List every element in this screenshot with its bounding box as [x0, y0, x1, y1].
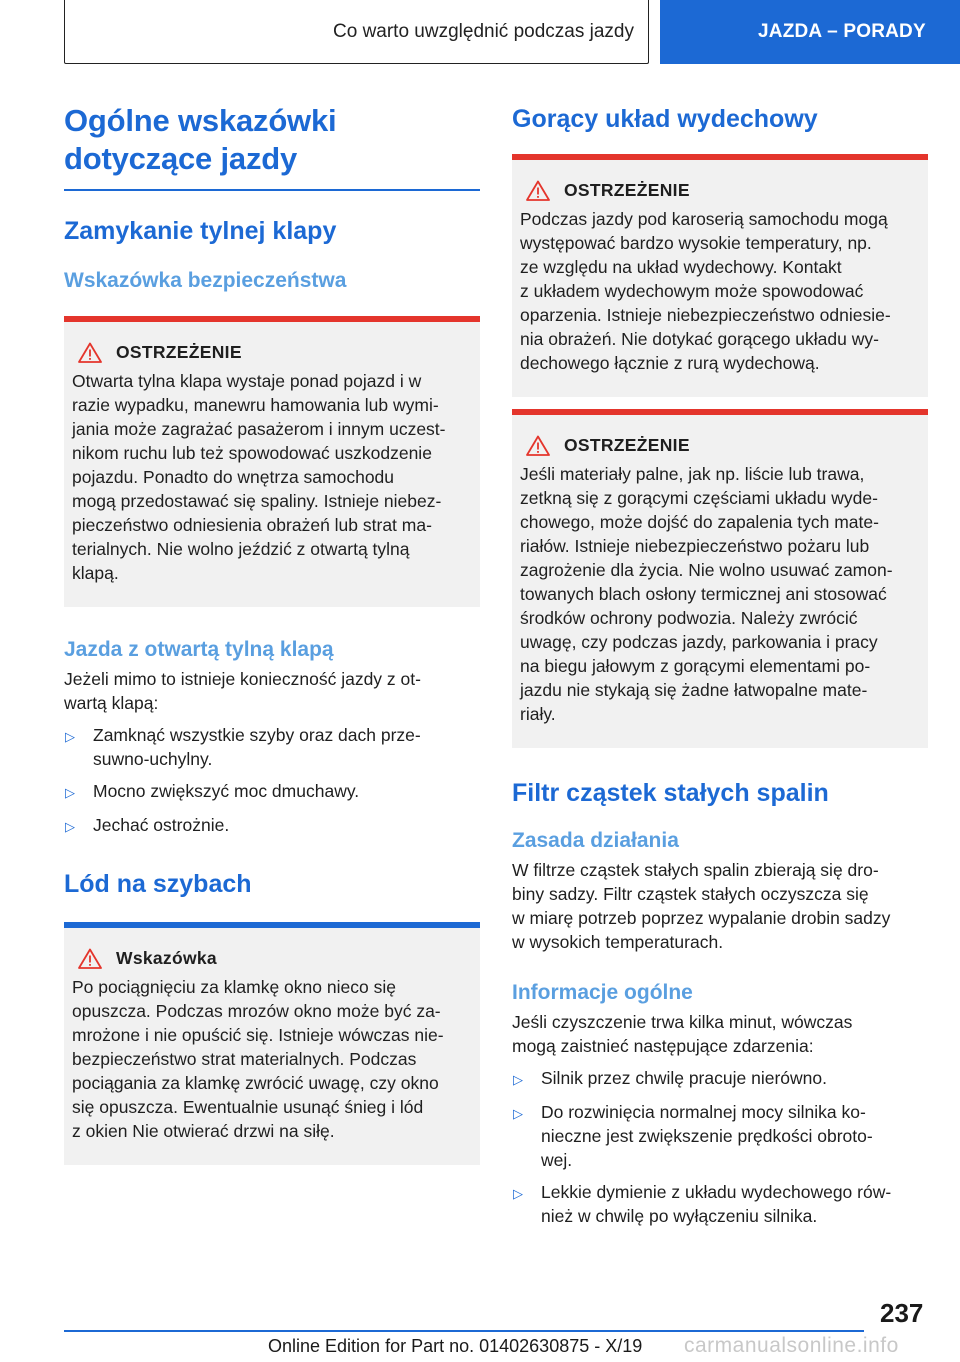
warning-box-tailgate [64, 316, 480, 607]
warning-text: Podczas jazdy pod karoserią samochodu mogą występować bardzo wysokie temperatury, np. ze względu na układ wydechowy. Kontakt z układem wydechowym może spowodować oparzenia. Istnieje niebezpieczeństwo odniesie- nia obrażeń. Nie dotykać gorącego układu wy- dechowego łącznie z rurą wydechową. [520, 209, 891, 373]
title-divider [64, 189, 480, 191]
triangle-right-bullet-icon: ▷ [65, 784, 75, 800]
principle-paragraph: W filtrze cząstek stałych spalin zbierają się dro- biny sadzy. Filtr cząstek stałych oczyszcza się w miarę potrzeb poprzez wypalanie drobin sadzy w wysokich temperaturach. [512, 860, 891, 952]
warning-triangle-icon [526, 180, 550, 201]
page-title-line2: dotyczące jazdy [64, 141, 298, 176]
header-section-title [64, 0, 649, 64]
events-list [512, 1066, 928, 1228]
warning-box-header [72, 342, 472, 363]
left-column [64, 102, 480, 1165]
list-item: ▷ Jechać ostrożnie. [64, 813, 480, 839]
list-item: ▷ Mocno zwiększyć moc dmuchawy. [64, 779, 480, 805]
section-heading-exhaust: Gorący układ wydechowy [512, 105, 818, 133]
warning-box-exhaust-temp [512, 154, 928, 397]
page-title-line1: Ogólne wskazówki [64, 103, 337, 138]
page-number: 237 [880, 1298, 924, 1328]
hint-label: Wskazówka [116, 947, 217, 968]
list-item: ▷ Silnik przez chwilę pracuje nierówno. [512, 1066, 928, 1092]
list-item: ▷ Lekkie dymienie z układu wydechowego rów- nież w chwilę po wyłączeniu silnika. [513, 1182, 892, 1226]
general-paragraph: Jeśli czyszczenie trwa kilka minut, wówczas mogą zaistnieć następujące zdarzenia: [512, 1012, 853, 1056]
subheading-safety-note: Wskazówka bezpieczeństwa [64, 268, 347, 292]
list-item: ▷ Zamknąć wszystkie szyby oraz dach prze- suwno-uchylny. [65, 724, 421, 769]
subheading-open-tailgate: Jazda z otwartą tylną klapą [64, 637, 334, 661]
warning-triangle-icon [78, 948, 102, 969]
warning-text: Jeśli materiały palne, jak np. liście lub trawa, zetkną się z gorącymi częściami układu wyde- chowego, może dojść do zapalenia tych mate- riałów. Istnieje niebezpieczeństwo pożaru lub zagrożenie dla życia. Nie wolno usuwać zamon- towanych blach osłony termicznej ani stosować środków ochrony podwozia. Należy zwrócić uwagę, czy podczas jazdy, parkowania i pracy na biegu jałowym z gorącymi elementami po- jazdu nie stykają się żadne łatwopalne mate- riały. [520, 464, 893, 724]
warning-box-flammable [512, 409, 928, 748]
subheading-principle: Zasada działania [512, 829, 679, 852]
triangle-right-bullet-icon: ▷ [513, 1072, 523, 1087]
section-heading-particulate-filter: Filtr cząstek stałych spalin [512, 779, 829, 807]
warning-box-header [520, 435, 920, 456]
section-heading-tailgate: Zamykanie tylnej klapy [64, 216, 337, 245]
section-heading-ice: Lód na szybach [64, 869, 252, 898]
hint-text: Po pociągnięciu za klamkę okno nieco się opuszcza. Podczas mrozów okno może być za- mrożone i nie opuścić się. Istnieje wówczas nie- bezpieczeństwo strat materialnych. Podczas pociągania za klamkę zwrócić uwagę, czy okno się opuszcza. Ewentualnie usunąć śnieg i lód z okien Nie otwierać drzwi na siłę. [72, 976, 444, 1141]
header-chapter-tab [660, 0, 960, 64]
warning-triangle-icon [526, 435, 550, 456]
triangle-right-bullet-icon: ▷ [513, 1106, 523, 1121]
page-title [64, 102, 480, 178]
warning-label: OSTRZEŻENIE [564, 435, 690, 455]
warning-text: Otwarta tylna klapa wystaje ponad pojazd i w razie wypadku, manewru hamowania lub wymi- jania może zagrażać pasażerom i innym uczest- nikom ruchu lub też spowodować uszkodzenie pojazdu. Ponadto do wnętrza samochodu mogą przedostawać się spaliny. Istnieje niebez- pieczeństwo odniesienia obrażeń lub strat ma- terialnych. Nie wolno jeździć z otwartą tylną klapą. [72, 370, 446, 583]
header-section-title-text: Co warto uwzględnić podczas jazdy [333, 20, 634, 42]
watermark-logo: carmanualsonline.info [684, 1334, 899, 1357]
steps-list [64, 723, 480, 839]
intro-paragraph: Jeżeli mimo to istnieje konieczność jazdy z ot- wartą klapą: [64, 668, 421, 713]
triangle-right-bullet-icon: ▷ [65, 728, 75, 744]
hint-box-header [72, 948, 472, 969]
triangle-right-bullet-icon: ▷ [513, 1186, 523, 1201]
warning-box-header [520, 180, 920, 201]
footer-divider [64, 1330, 864, 1332]
warning-triangle-icon [78, 342, 102, 363]
footer-edition: Online Edition for Part no. 01402630875 - X/19 [268, 1336, 643, 1356]
warning-label: OSTRZEŻENIE [116, 341, 242, 362]
subheading-general-info: Informacje ogólne [512, 981, 693, 1004]
hint-box-ice [64, 922, 480, 1165]
right-column [512, 102, 928, 1228]
header-chapter-text: JAZDA – PORADY [758, 21, 926, 42]
list-item: ▷ Do rozwinięcia normalnej mocy silnika ko- nieczne jest zwiększenie prędkości obroto- wej. [513, 1102, 873, 1170]
warning-label: OSTRZEŻENIE [564, 180, 690, 200]
triangle-right-bullet-icon: ▷ [65, 818, 75, 834]
